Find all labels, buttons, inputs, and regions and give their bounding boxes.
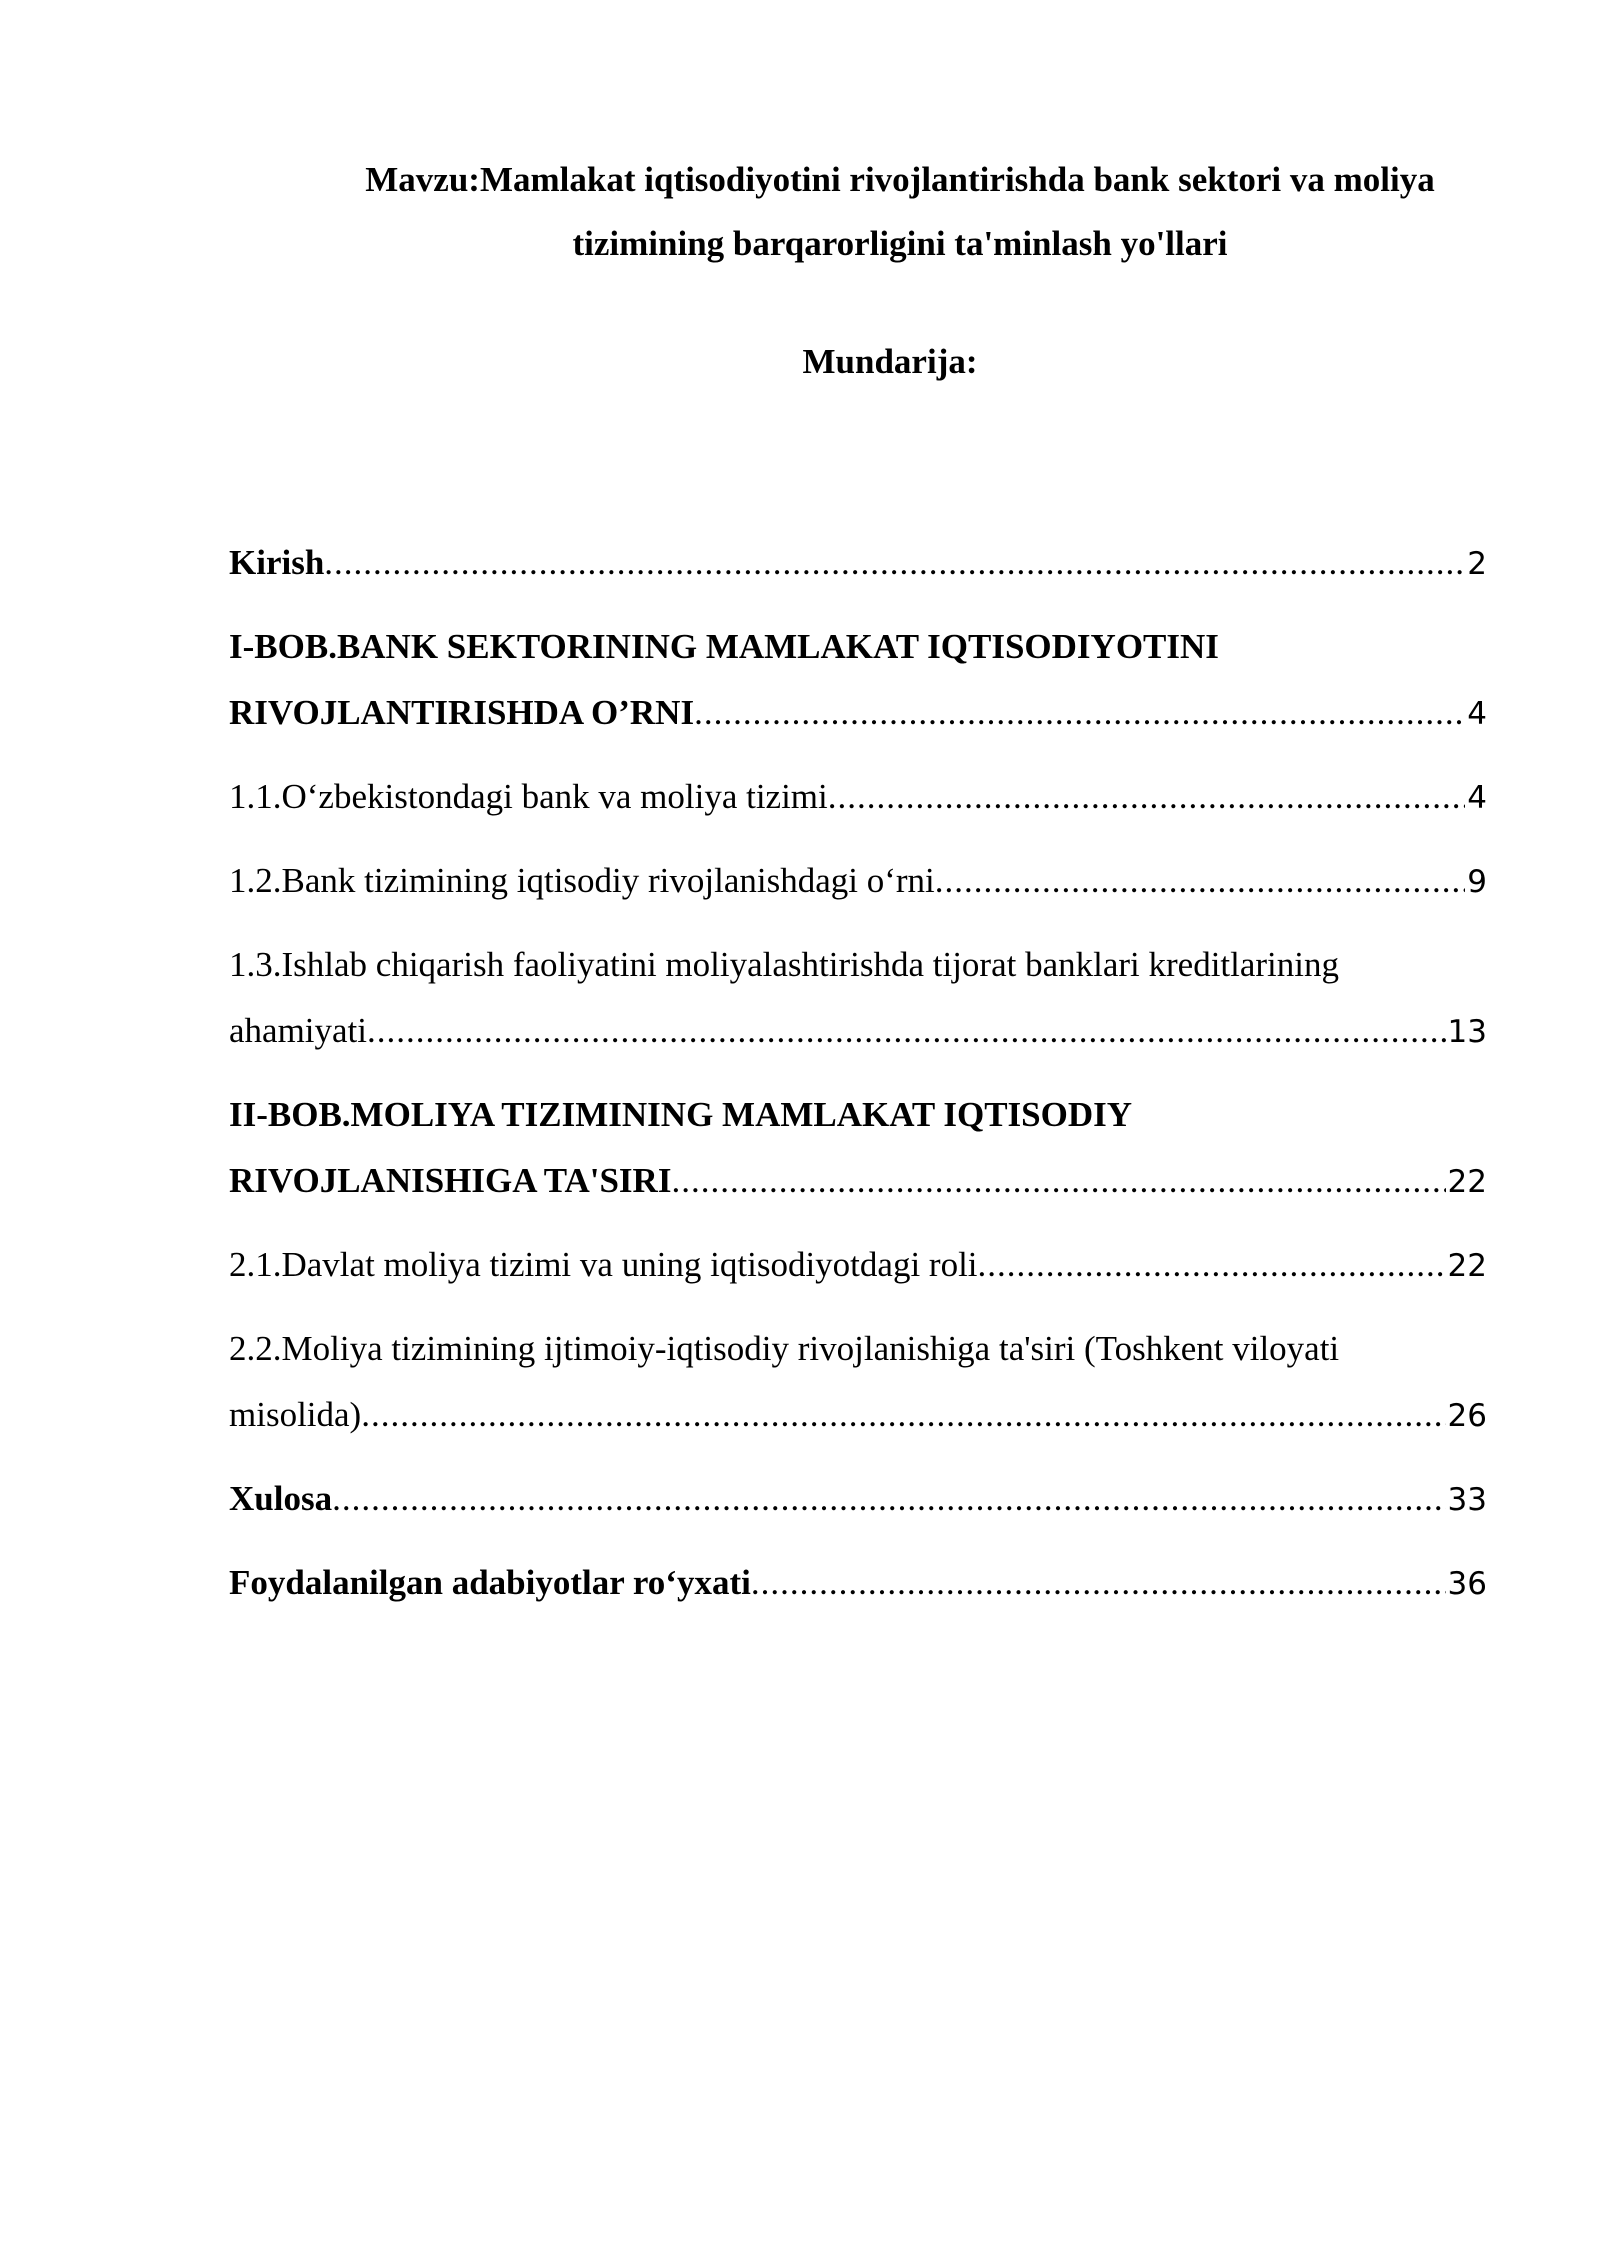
toc-entry-title: ahamiyati bbox=[229, 1011, 368, 1050]
toc-page-number: 22 bbox=[1447, 1164, 1487, 1200]
toc-entry-section-1-2 bbox=[229, 848, 1487, 915]
toc-entry-title: Xulosa bbox=[229, 1479, 333, 1518]
toc-page-number: 4 bbox=[1467, 696, 1487, 732]
toc-dot-leader bbox=[978, 1232, 1446, 1298]
toc-page-number: 36 bbox=[1447, 1566, 1487, 1602]
toc-entry-title: 1.1.O‘zbekistondagi bank va moliya tizimi bbox=[229, 777, 828, 816]
toc-entry-section-1-3 bbox=[229, 932, 1487, 1065]
toc-page-number: 4 bbox=[1467, 780, 1487, 816]
toc-entry-section-2-1 bbox=[229, 1232, 1487, 1299]
toc-entry-title: Foydalanilgan adabiyotlar ro‘yxati bbox=[229, 1563, 751, 1602]
toc-entry-title: 2.1.Davlat moliya tizimi va uning iqtisodiyotdagi roli bbox=[229, 1245, 978, 1284]
toc-page-number: 9 bbox=[1467, 864, 1487, 900]
toc-dot-leader bbox=[751, 1550, 1446, 1616]
toc-entry-title: RIVOJLANTIRISHDA O’RNI bbox=[229, 693, 695, 732]
toc-entry-chapter-1 bbox=[229, 614, 1487, 747]
toc-dot-leader bbox=[324, 530, 1465, 596]
toc-entry-references bbox=[229, 1550, 1487, 1617]
toc-entry-section-2-2 bbox=[229, 1316, 1487, 1449]
toc-dot-leader bbox=[332, 1466, 1445, 1532]
toc-entry-title-line-1: 1.3.Ishlab chiqarish faoliyatini moliyalashtirishda tijorat banklari kreditlarining bbox=[229, 945, 1340, 984]
toc-entry-title-line-1: 2.2.Moliya tizimining ijtimoiy-iqtisodiy rivojlanishiga ta'siri (Toshkent viloyati bbox=[229, 1329, 1340, 1368]
toc-page-number: 13 bbox=[1447, 1014, 1487, 1050]
document-title bbox=[300, 148, 1500, 276]
toc-entry-title-line-1: I-BOB.BANK SEKTORINING MAMLAKAT IQTISODIYOTINI bbox=[229, 627, 1219, 666]
toc-dot-leader bbox=[361, 1382, 1445, 1448]
table-of-contents bbox=[229, 530, 1487, 1634]
toc-page-number: 33 bbox=[1447, 1482, 1487, 1518]
toc-entry-title-line-1: II-BOB.MOLIYA TIZIMINING MAMLAKAT IQTISODIY bbox=[229, 1095, 1133, 1134]
toc-entry-title: 1.2.Bank tizimining iqtisodiy rivojlanishdagi o‘rni bbox=[229, 861, 935, 900]
table-of-contents-heading: Mundarija: bbox=[802, 342, 978, 381]
toc-entry-title: Kirish bbox=[229, 543, 325, 582]
document-title-line-2: tizimining barqarorligini ta'minlash yo'llari bbox=[572, 224, 1228, 263]
toc-dot-leader bbox=[367, 998, 1446, 1064]
toc-dot-leader bbox=[828, 764, 1466, 830]
toc-page-number: 22 bbox=[1447, 1248, 1487, 1284]
toc-entry-title: RIVOJLANISHIGA TA'SIRI bbox=[229, 1161, 672, 1200]
toc-dot-leader bbox=[935, 848, 1465, 914]
toc-entry-xulosa bbox=[229, 1466, 1487, 1533]
toc-entry-chapter-2 bbox=[229, 1082, 1487, 1215]
document-title-line-1: Mavzu:Mamlakat iqtisodiyotini rivojlantirishda bank sektori va moliya bbox=[365, 160, 1435, 199]
toc-page-number: 2 bbox=[1467, 546, 1487, 582]
toc-page-number: 26 bbox=[1447, 1398, 1487, 1434]
toc-entry-section-1-1 bbox=[229, 764, 1487, 831]
toc-entry-title: misolida) bbox=[229, 1395, 362, 1434]
toc-entry-kirish bbox=[229, 530, 1487, 597]
toc-dot-leader bbox=[671, 1148, 1445, 1214]
toc-dot-leader bbox=[694, 680, 1465, 746]
